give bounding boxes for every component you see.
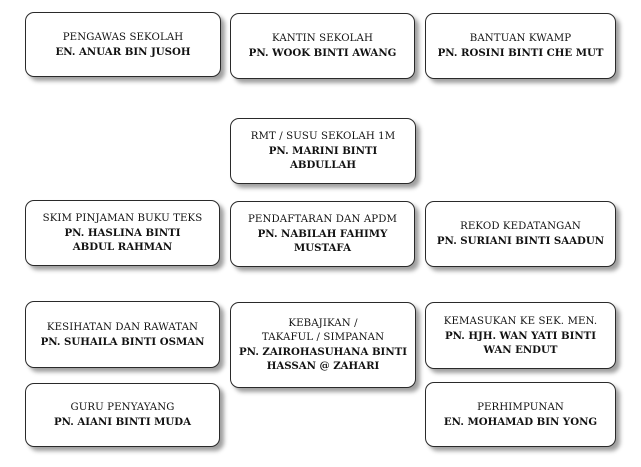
unit-person: PN. HJH. WAN YATI BINTI WAN ENDUT: [444, 329, 597, 356]
unit-person: PN. ZAIROHASUHANA BINTI HASSAN @ ZAHARI: [239, 346, 407, 372]
unit-role: KEBAJIKAN / TAKAFUL / SIMPANAN: [261, 318, 385, 343]
unit-role: PERHIMPUNAN: [477, 401, 564, 413]
unit-role: KEMASUKAN KE SEK. MEN.: [443, 315, 598, 327]
unit-box-kesihatan-rawatan: [25, 301, 220, 368]
unit-box-perhimpunan: [425, 382, 616, 447]
unit-role: KANTIN SEKOLAH: [272, 33, 373, 44]
unit-person: PN. WOOK BINTI AWANG: [248, 47, 397, 59]
unit-person: PN. SUHAILA BINTI OSMAN: [40, 335, 205, 348]
unit-box-kantin-sekolah: [230, 13, 415, 79]
unit-role: PENDAFTARAN DAN APDM: [247, 214, 398, 225]
unit-person: EN. MOHAMAD BIN YONG: [443, 415, 598, 428]
unit-box-rmt-susu-sekolah: [230, 118, 416, 184]
unit-person: PN. AIANI BINTI MUDA: [53, 416, 192, 428]
unit-box-bantuan-kwamp: [425, 13, 616, 79]
unit-box-skim-pinjaman-buku-teks: [25, 200, 220, 266]
unit-role: PENGAWAS SEKOLAH: [62, 31, 184, 43]
unit-box-rekod-kedatangan: [425, 201, 616, 267]
unit-box-pengawas-sekolah: [25, 12, 221, 77]
unit-person: PN. NABILAH FAHIMY MUSTAFA: [257, 228, 388, 254]
unit-box-kemasukan-sek-men: [425, 302, 616, 369]
unit-box-pendaftaran-apdm: [230, 201, 415, 267]
unit-role: KESIHATAN DAN RAWATAN: [46, 321, 199, 333]
unit-role: RMT / SUSU SEKOLAH 1M: [250, 131, 396, 142]
unit-box-guru-penyayang: [25, 383, 220, 447]
unit-role: REKOD KEDATANGAN: [460, 221, 581, 232]
unit-role: BANTUAN KWAMP: [469, 33, 572, 44]
unit-person: PN. ROSINI BINTI CHE MUT: [437, 47, 604, 59]
unit-person: PN. HASLINA BINTI ABDUL RAHMAN: [64, 227, 181, 253]
unit-person: PN. MARINI BINTI ABDULLAH: [268, 145, 378, 171]
unit-role: GURU PENYAYANG: [70, 402, 175, 413]
unit-box-kebajikan-takaful-simpanan: [230, 302, 416, 388]
unit-person: EN. ANUAR BIN JUSOH: [55, 45, 191, 58]
unit-role: SKIM PINJAMAN BUKU TEKS: [42, 213, 203, 224]
unit-person: PN. SURIANI BINTI SAADUN: [436, 235, 605, 247]
